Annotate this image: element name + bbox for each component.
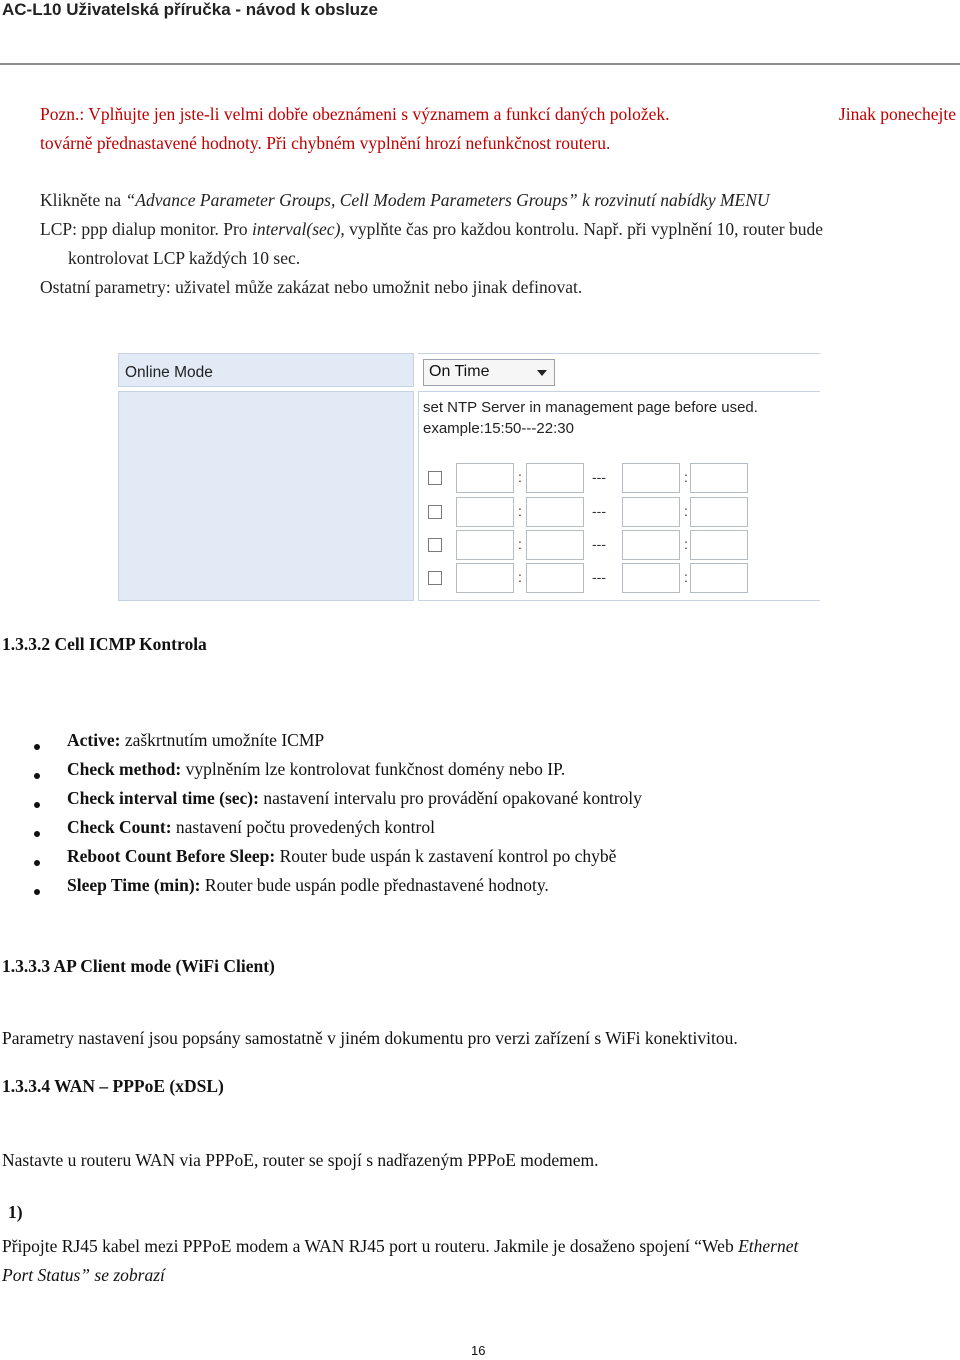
intro-line-3: kontrolovat LCP každých 10 sec. xyxy=(68,248,301,268)
item-desc: nastavení počtu provedených kontrol xyxy=(171,817,435,837)
end-hour-input[interactable] xyxy=(622,563,680,593)
intro-text: LCP: ppp dialup monitor. Pro xyxy=(40,219,252,239)
section-heading-ap-client: 1.3.3.3 AP Client mode (WiFi Client) xyxy=(2,956,275,976)
item-desc: Router bude uspán k zastavení kontrol po chybě xyxy=(275,846,617,866)
item-term: Reboot Count Before Sleep: xyxy=(67,846,276,866)
colon-separator: : xyxy=(518,503,522,519)
dash-separator: --- xyxy=(592,469,606,485)
item-term: Check interval time (sec): xyxy=(67,788,259,808)
chevron-down-icon xyxy=(537,370,547,376)
wan-pppoe-text: Nastavte u routeru WAN via PPPoE, router se spojí s nadřazeným PPPoE modemem. xyxy=(2,1150,599,1170)
time-range-checkbox[interactable] xyxy=(428,538,442,552)
section-heading-wan-pppoe: 1.3.3.4 WAN – PPPoE (xDSL) xyxy=(2,1076,224,1096)
item-desc: zaškrtnutím umožníte ICMP xyxy=(120,730,325,750)
ap-client-text: Parametry nastavení jsou popsány samostatně v jiném dokumentu pro verzi zařízení s WiFi konektivitou. xyxy=(2,1028,738,1048)
start-minute-input[interactable] xyxy=(526,563,584,593)
start-minute-input[interactable] xyxy=(526,530,584,560)
note-line-1 xyxy=(40,100,956,129)
online-mode-label: Online Mode xyxy=(118,353,414,387)
page-number: 16 xyxy=(471,1343,486,1358)
dash-separator: --- xyxy=(592,503,606,519)
intro-line-1 xyxy=(40,186,770,215)
time-range-row xyxy=(426,530,818,560)
start-minute-input[interactable] xyxy=(526,463,584,493)
start-hour-input[interactable] xyxy=(456,463,514,493)
intro-line-4: Ostatní parametry: uživatel může zakázat nebo umožnit nebo jinak definovat. xyxy=(40,277,583,297)
select-value: On Time xyxy=(429,363,490,380)
example-hint: example:15:50---22:30 xyxy=(423,420,574,437)
item-term: Check Count: xyxy=(67,817,172,837)
end-minute-input[interactable] xyxy=(690,463,748,493)
online-mode-screenshot xyxy=(118,353,820,601)
colon-separator: : xyxy=(684,469,688,485)
bullet-icon xyxy=(34,802,40,808)
colon-separator: : xyxy=(518,469,522,485)
end-hour-input[interactable] xyxy=(622,463,680,493)
colon-separator: : xyxy=(684,536,688,552)
note-line-2: továrně přednastavené hodnoty. Při chybném vyplnění hrozí nefunkčnost routeru. xyxy=(40,133,611,153)
item-desc: Router bude uspán podle přednastavené hodnoty. xyxy=(200,875,549,895)
end-minute-input[interactable] xyxy=(690,563,748,593)
item-desc: nastavení intervalu pro provádění opakované kontroly xyxy=(258,788,642,808)
item-term: Active: xyxy=(67,730,121,750)
start-minute-input[interactable] xyxy=(526,497,584,527)
time-range-checkbox[interactable] xyxy=(428,471,442,485)
label-cell-empty xyxy=(118,391,414,601)
end-minute-input[interactable] xyxy=(690,530,748,560)
dash-separator: --- xyxy=(592,569,606,585)
end-hour-input[interactable] xyxy=(622,497,680,527)
dash-separator: --- xyxy=(592,536,606,552)
step-line-2: Port Status” se zobrazí xyxy=(2,1265,165,1285)
time-range-checkbox[interactable] xyxy=(428,505,442,519)
list-item xyxy=(67,875,549,896)
list-item xyxy=(67,759,565,780)
intro-line-2 xyxy=(40,215,823,244)
item-term: Sleep Time (min): xyxy=(67,875,201,895)
list-item xyxy=(67,846,616,867)
document-header: AC-L10 Uživatelská příručka - návod k obsluze xyxy=(2,0,379,19)
intro-italic: interval(sec) xyxy=(251,219,341,239)
item-term: Check method: xyxy=(67,759,182,779)
bullet-icon xyxy=(34,889,40,895)
header-divider xyxy=(0,63,960,65)
step-italic: Ethernet xyxy=(738,1236,799,1256)
bullet-icon xyxy=(34,831,40,837)
start-hour-input[interactable] xyxy=(456,530,514,560)
list-item xyxy=(67,817,435,838)
time-range-checkbox[interactable] xyxy=(428,571,442,585)
list-item xyxy=(67,730,324,751)
end-hour-input[interactable] xyxy=(622,530,680,560)
bullet-icon xyxy=(34,744,40,750)
end-minute-input[interactable] xyxy=(690,497,748,527)
time-range-row xyxy=(426,463,818,493)
time-range-row xyxy=(426,563,818,593)
note-text-right: Jinak ponechejte xyxy=(838,104,956,124)
note-text-left: Pozn.: Vplňujte jen jste-li velmi dobře obeznámeni s významem a funkcí daných položek. xyxy=(40,104,670,124)
time-range-row xyxy=(426,497,818,527)
step-text: Připojte RJ45 kabel mezi PPPoE modem a WAN RJ45 port u routeru. Jakmile je dosaženo spojení “Web xyxy=(2,1236,739,1256)
colon-separator: : xyxy=(684,569,688,585)
ntp-hint: set NTP Server in management page before used. xyxy=(423,399,758,416)
bullet-icon xyxy=(34,860,40,866)
item-desc: vyplněním lze kontrolovat funkčnost domény nebo IP. xyxy=(181,759,566,779)
colon-separator: : xyxy=(518,536,522,552)
colon-separator: : xyxy=(518,569,522,585)
start-hour-input[interactable] xyxy=(456,497,514,527)
start-hour-input[interactable] xyxy=(456,563,514,593)
step-line-1 xyxy=(2,1232,798,1261)
intro-text: Klikněte na xyxy=(40,190,126,210)
colon-separator: : xyxy=(684,503,688,519)
step-number: 1) xyxy=(8,1202,23,1222)
bullet-icon xyxy=(34,773,40,779)
intro-text: , vyplňte čas pro každou kontrolu. Např. při vyplnění 10, router bude xyxy=(340,219,823,239)
intro-italic: “Advance Parameter Groups, Cell Modem Parameters Groups” k rozvinutí nabídky MENU xyxy=(125,190,770,210)
list-item xyxy=(67,788,642,809)
online-mode-select[interactable] xyxy=(423,359,555,386)
section-heading-icmp: 1.3.3.2 Cell ICMP Kontrola xyxy=(2,634,207,654)
